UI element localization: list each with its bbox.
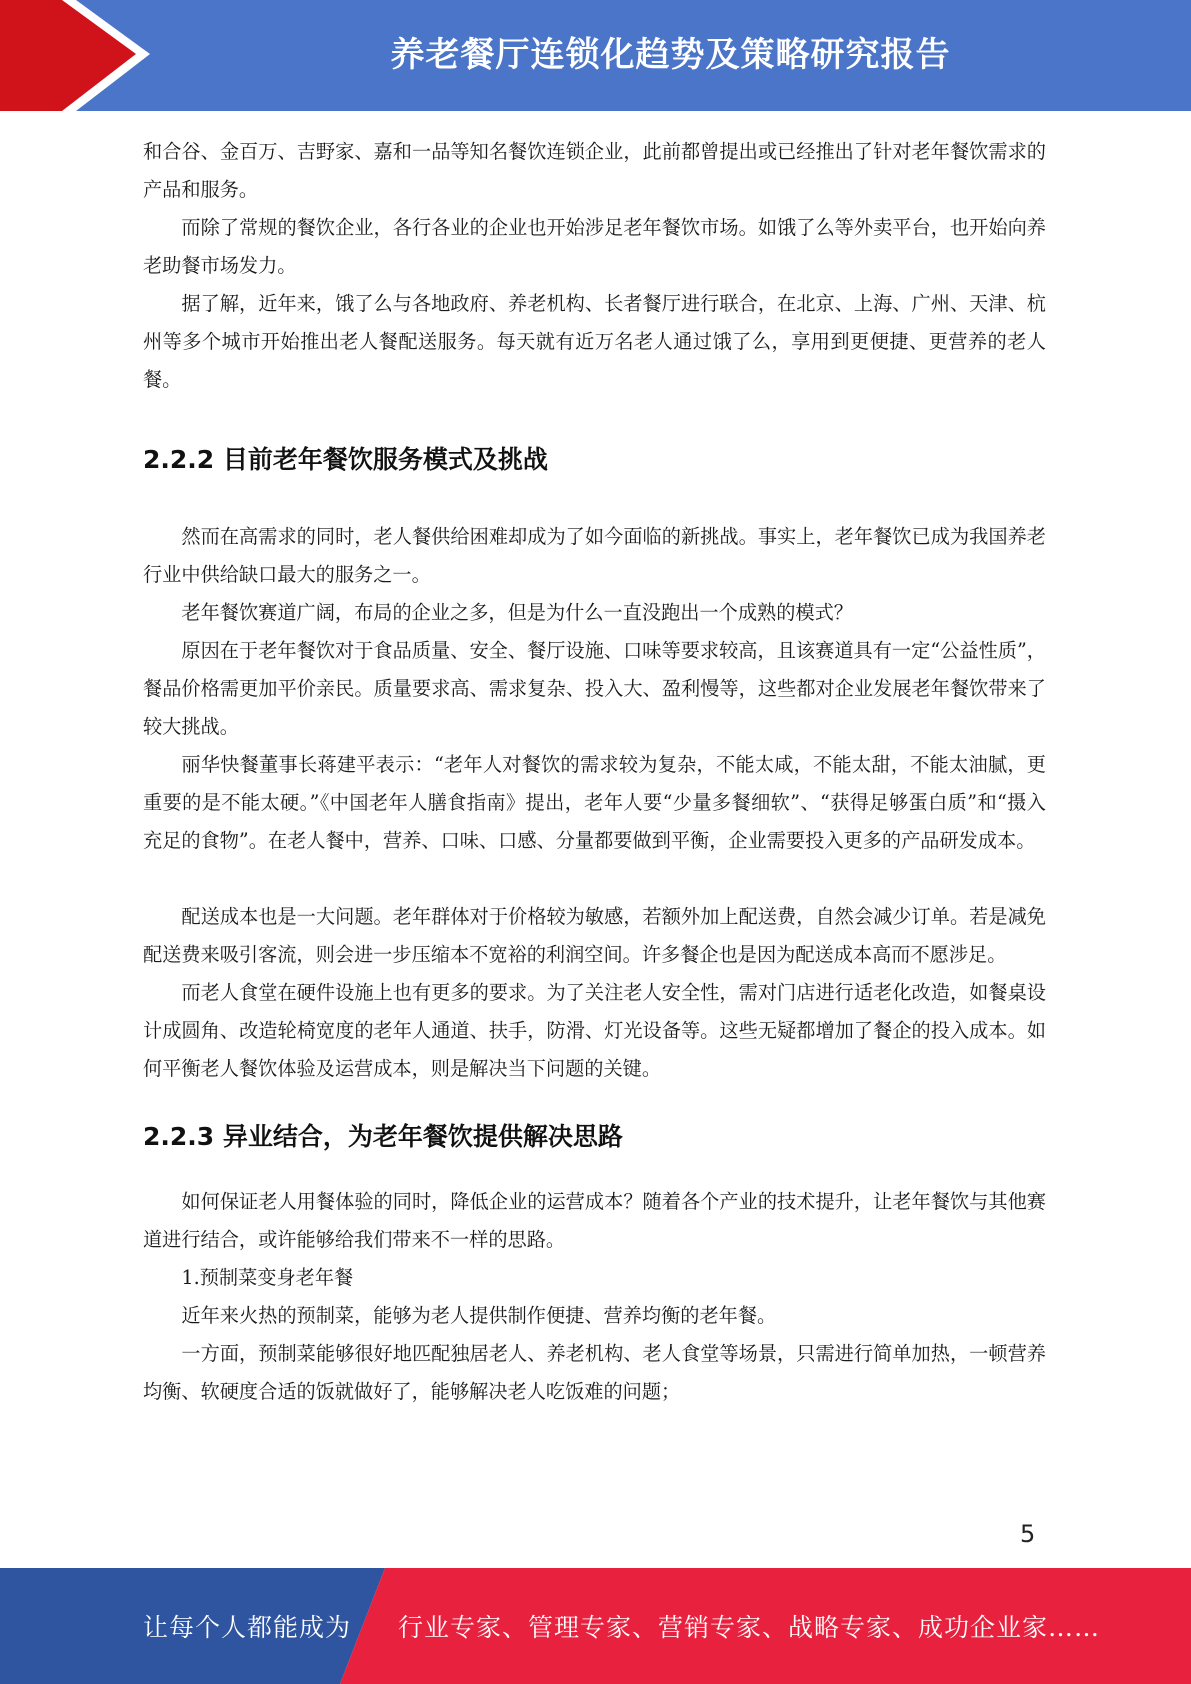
paragraph: 据了解，近年来，饿了么与各地政府、养老机构、长者餐厅进行联合，在北京、上海、广州、天津、杭州等多个城市开始推出老人餐配送服务。每天就有近万名老人通过饿了么，享用到更便捷、更营养的老人餐。 <box>143 292 1046 391</box>
paragraph: 一方面，预制菜能够很好地匹配独居老人、养老机构、老人食堂等场景，只需进行简单加热，一顿营养均衡、软硬度合适的饭就做好了，能够解决老人吃饭难的问题； <box>143 1342 1046 1403</box>
list-item: 1.预制菜变身老年餐 <box>181 1266 354 1289</box>
header-title: 养老餐厅连锁化趋势及策略研究报告 <box>390 35 951 75</box>
paragraph: 和合谷、金百万、吉野家、嘉和一品等知名餐饮连锁企业，此前都曾提出或已经推出了针对老年餐饮需求的产品和服务。 <box>143 140 1046 201</box>
footer-slogan-left: 让每个人都能成为 <box>143 1613 352 1642</box>
document-body <box>143 133 1046 1411</box>
paragraph: 近年来火热的预制菜，能够为老人提供制作便捷、营养均衡的老年餐。 <box>181 1304 777 1327</box>
footer-band <box>0 1568 1191 1684</box>
paragraph: 而除了常规的餐饮企业，各行各业的企业也开始涉足老年餐饮市场。如饿了么等外卖平台，也开始向养老助餐市场发力。 <box>143 216 1046 277</box>
paragraph: 然而在高需求的同时，老人餐供给困难却成为了如今面临的新挑战。事实上，老年餐饮已成为我国养老行业中供给缺口最大的服务之一。 <box>143 525 1046 586</box>
paragraph: 老年餐饮赛道广阔，布局的企业之多，但是为什么一直没跑出一个成熟的模式？ <box>181 601 853 624</box>
paragraph: 配送成本也是一大问题。老年群体对于价格较为敏感，若额外加上配送费，自然会减少订单。若是减免配送费来吸引客流，则会进一步压缩本不宽裕的利润空间。许多餐企也是因为配送成本高而不愿涉足。 <box>143 905 1046 966</box>
paragraph: 如何保证老人用餐体验的同时，降低企业的运营成本？随着各个产业的技术提升，让老年餐饮与其他赛道进行结合，或许能够给我们带来不一样的思路。 <box>143 1190 1046 1251</box>
section-heading: 2.2.3 异业结合，为老年餐饮提供解决思路 <box>143 1122 623 1151</box>
paragraph: 丽华快餐董事长蒋建平表示：“老年人对餐饮的需求较为复杂，不能太咸，不能太甜，不能太油腻，更重要的是不能太硬。”《中国老年人膳食指南》提出，老年人要“少量多餐细软”、“获得足够蛋白质”和“摄入充足的食物”。在老人餐中，营养、口味、口感、分量都要做到平衡，企业需要投入更多的产品研发成本。 <box>143 753 1046 852</box>
section-heading: 2.2.2 目前老年餐饮服务模式及挑战 <box>143 445 548 474</box>
footer-slogan-right: 行业专家、管理专家、营销专家、战略专家、成功企业家…… <box>398 1613 1101 1642</box>
paragraph: 而老人食堂在硬件设施上也有更多的要求。为了关注老人安全性，需对门店进行适老化改造，如餐桌设计成圆角、改造轮椅宽度的老年人通道、扶手，防滑、灯光设备等。这些无疑都增加了餐企的投入成本。如何平衡老人餐饮体验及运营成本，则是解决当下问题的关键。 <box>143 981 1046 1080</box>
page-number: 5 <box>1020 1520 1036 1548</box>
paragraph: 原因在于老年餐饮对于食品质量、安全、餐厅设施、口味等要求较高，且该赛道具有一定“公益性质”，餐品价格需更加平价亲民。质量要求高、需求复杂、投入大、盈利慢等，这些都对企业发展老年餐饮带来了较大挑战。 <box>143 639 1046 738</box>
header-band <box>0 0 1191 111</box>
